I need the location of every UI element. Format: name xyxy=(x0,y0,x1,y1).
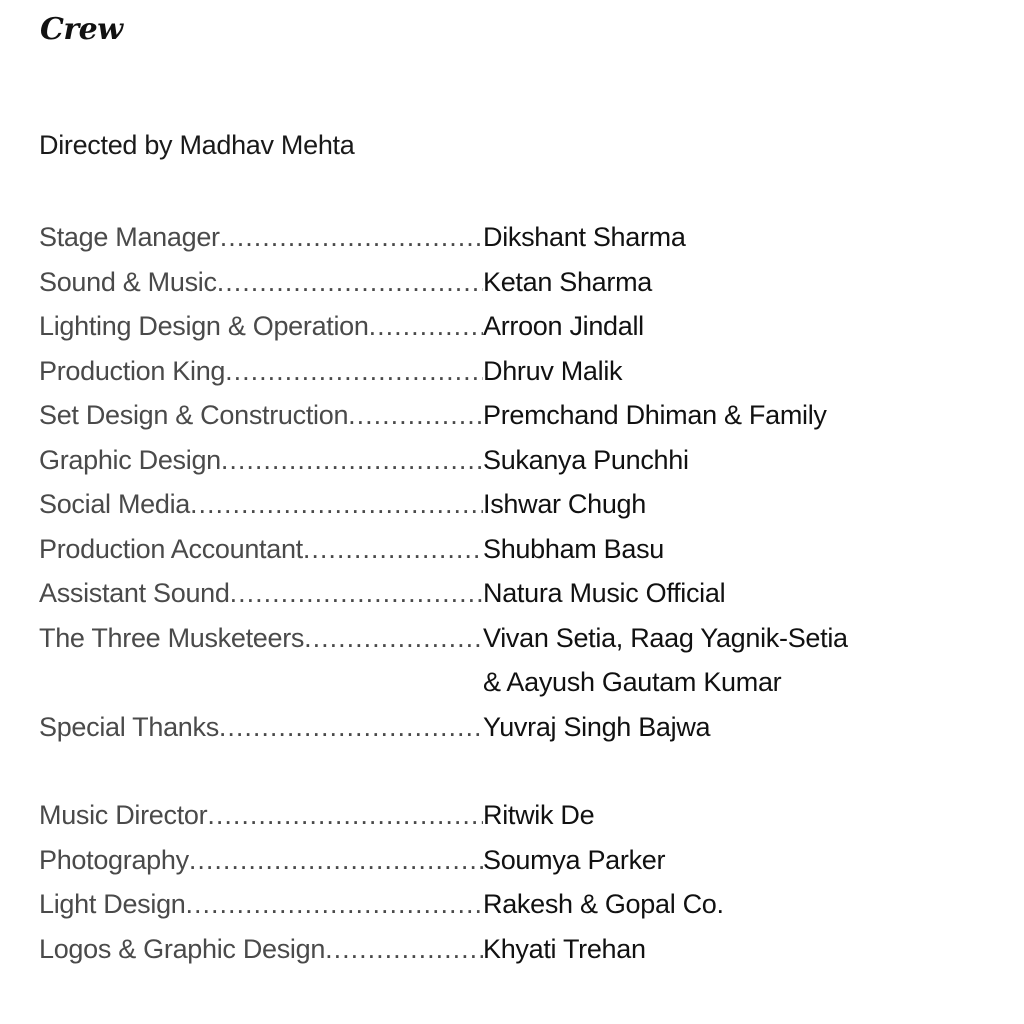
dot-leader xyxy=(186,882,484,927)
credit-row xyxy=(39,927,999,972)
dot-leader xyxy=(303,527,483,572)
credit-name xyxy=(483,260,652,305)
credit-name-line: Arroon Jindall xyxy=(483,311,644,341)
credit-row xyxy=(39,527,999,572)
credit-role xyxy=(39,571,483,616)
credit-name xyxy=(483,927,646,972)
page-title: Crew xyxy=(40,12,123,47)
dot-leader xyxy=(225,349,483,394)
credit-name-line: Shubham Basu xyxy=(483,533,665,564)
dot-leader xyxy=(230,571,483,616)
credit-role xyxy=(39,349,483,394)
credit-name-line: Dikshant Sharma xyxy=(483,222,686,252)
credit-row xyxy=(39,349,999,394)
credit-name xyxy=(483,616,848,705)
credit-role-label: Graphic Design xyxy=(39,444,221,475)
credit-row xyxy=(39,215,999,260)
credit-role xyxy=(39,927,483,972)
credit-row xyxy=(39,482,999,527)
credit-role xyxy=(39,705,483,750)
credit-row xyxy=(39,304,999,349)
credit-name xyxy=(483,838,665,883)
credits-list xyxy=(39,215,999,971)
credit-role-label: Sound & Music xyxy=(39,266,217,297)
credit-role xyxy=(39,882,483,927)
credit-role xyxy=(39,616,483,661)
dot-leader xyxy=(369,304,483,349)
credit-role-label: Special Thanks xyxy=(39,711,219,742)
credit-name-line: Premchand Dhiman & Family xyxy=(483,400,827,430)
dot-leader xyxy=(190,482,483,527)
credit-name-line: Vivan Setia, Raag Yagnik-Setia xyxy=(483,622,848,653)
credit-name-line: Ritwik De xyxy=(483,800,595,830)
dot-leader xyxy=(189,838,483,883)
credit-name xyxy=(483,304,644,349)
credit-name-line: Natura Music Official xyxy=(483,578,726,608)
credit-role xyxy=(39,393,483,438)
credit-row xyxy=(39,793,999,838)
credit-name-line: Ishwar Chugh xyxy=(483,489,646,519)
credit-role xyxy=(39,260,483,305)
credit-name xyxy=(483,527,664,572)
dot-leader xyxy=(217,260,483,305)
credit-role-label: Light Design xyxy=(39,889,186,919)
credit-role-label: Stage Manager xyxy=(39,222,220,252)
credit-row xyxy=(39,616,999,705)
credit-name xyxy=(483,793,594,838)
credit-role xyxy=(39,482,483,527)
credit-row xyxy=(39,838,999,883)
credit-role-label: Assistant Sound xyxy=(39,578,230,608)
credit-row xyxy=(39,705,999,750)
dot-leader xyxy=(220,215,483,260)
credit-role-label: Social Media xyxy=(39,489,190,519)
credit-role xyxy=(39,527,483,572)
credit-group xyxy=(39,793,999,971)
dot-leader xyxy=(348,393,483,438)
credit-role xyxy=(39,304,483,349)
credit-group xyxy=(39,215,999,749)
credit-name-line: Soumya Parker xyxy=(483,844,666,875)
credit-role xyxy=(39,793,483,838)
dot-leader xyxy=(219,705,483,750)
credit-name xyxy=(483,393,827,438)
credit-row xyxy=(39,882,999,927)
credit-name-line: Dhruv Malik xyxy=(483,355,623,386)
credit-role-label: Production King xyxy=(39,355,226,386)
credit-name-line: Rakesh & Gopal Co. xyxy=(483,889,724,919)
credit-row xyxy=(39,571,999,616)
credit-role-label: Photography xyxy=(39,844,189,875)
credit-role-label: Music Director xyxy=(39,800,208,830)
credit-role-label: The Three Musketeers xyxy=(39,622,305,653)
credit-row xyxy=(39,260,999,305)
credit-row xyxy=(39,438,999,483)
credit-name xyxy=(483,571,725,616)
credit-name-line: Ketan Sharma xyxy=(483,266,652,297)
credit-name-line: Sukanya Punchhi xyxy=(483,444,689,475)
credit-name xyxy=(483,349,622,394)
credit-row xyxy=(39,393,999,438)
credit-name-line: Yuvraj Singh Bajwa xyxy=(483,711,711,742)
director-line: Directed by Madhav Mehta xyxy=(39,130,355,160)
credit-role xyxy=(39,215,483,260)
credit-role-label: Production Accountant xyxy=(39,533,303,564)
credit-name xyxy=(483,705,710,750)
credit-name xyxy=(483,482,646,527)
credit-name xyxy=(483,438,689,483)
credit-name-line: Khyati Trehan xyxy=(483,933,646,964)
credit-name xyxy=(483,215,686,260)
credit-name xyxy=(483,882,724,927)
credit-name-line: & Aayush Gautam Kumar xyxy=(483,667,782,697)
dot-leader xyxy=(325,927,483,972)
credit-role-label: Lighting Design & Operation xyxy=(39,311,369,341)
dot-leader xyxy=(207,793,483,838)
dot-leader xyxy=(221,438,483,483)
credit-role xyxy=(39,438,483,483)
credit-role xyxy=(39,838,483,883)
credit-role-label: Logos & Graphic Design xyxy=(39,933,326,964)
credit-role-label: Set Design & Construction xyxy=(39,400,349,430)
dot-leader xyxy=(304,616,483,661)
